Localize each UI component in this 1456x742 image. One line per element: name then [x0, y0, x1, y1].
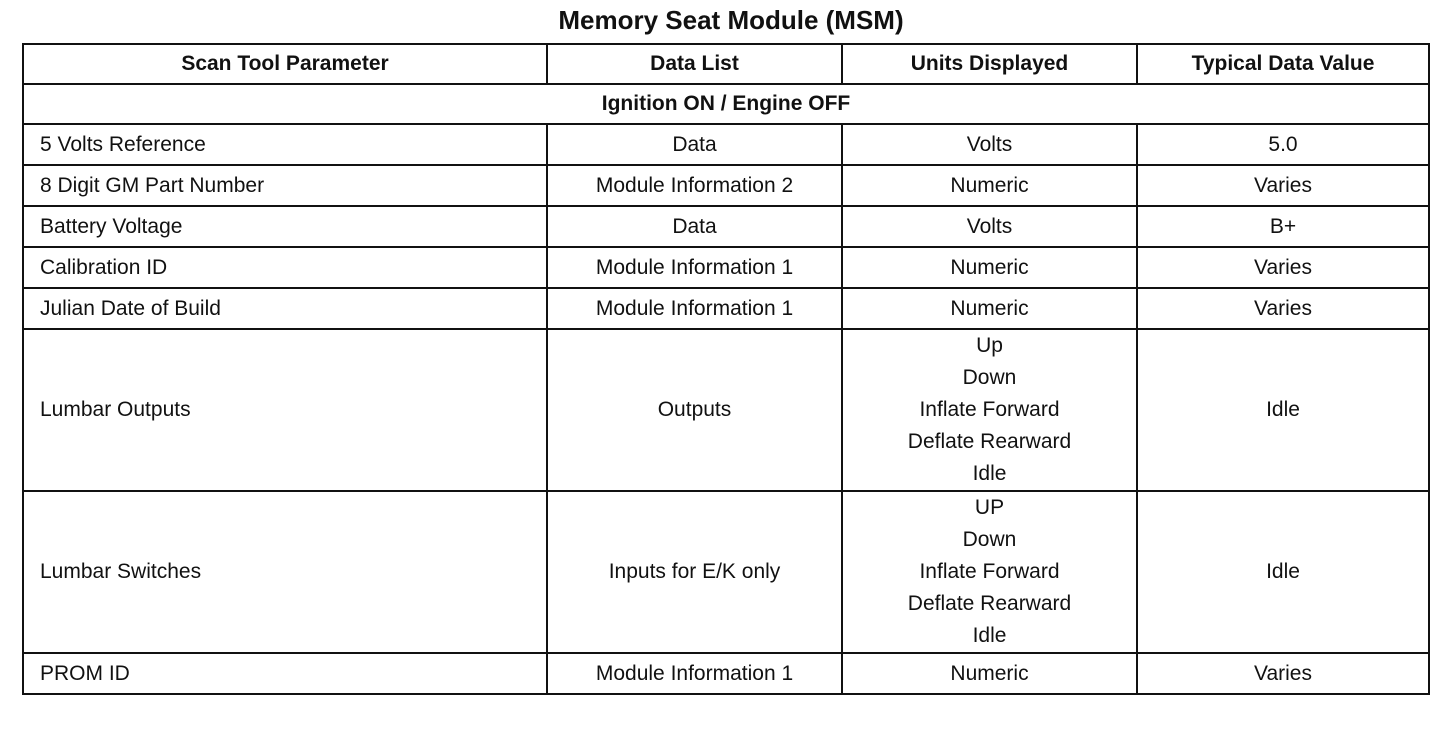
cell-units-displayed: [842, 288, 1137, 329]
cell-typical-data-value: Varies: [1137, 653, 1429, 694]
cell-data-list: Module Information 2: [547, 165, 842, 206]
cell-scan-tool-parameter: Calibration ID: [23, 247, 547, 288]
cell-scan-tool-parameter: Battery Voltage: [23, 206, 547, 247]
unit-value: Idle: [972, 462, 1007, 485]
cell-data-list: Data: [547, 124, 842, 165]
unit-value: Numeric: [950, 255, 1029, 279]
unit-value: Down: [962, 528, 1017, 551]
cell-scan-tool-parameter: 5 Volts Reference: [23, 124, 547, 165]
page-title: Memory Seat Module (MSM): [558, 5, 904, 35]
unit-value: Numeric: [950, 173, 1029, 197]
cell-units-displayed: [842, 653, 1137, 694]
unit-value: Deflate Rearward: [907, 430, 1072, 453]
unit-value: Volts: [966, 132, 1013, 156]
cell-typical-data-value: Varies: [1137, 165, 1429, 206]
section-row: [23, 84, 1429, 124]
table-row: [23, 653, 1429, 694]
cell-data-list: Outputs: [547, 329, 842, 491]
cell-typical-data-value: B+: [1137, 206, 1429, 247]
unit-value: Idle: [972, 624, 1007, 647]
unit-value: Down: [962, 366, 1017, 389]
header-data-list: Data List: [547, 44, 842, 84]
table-header: [23, 44, 1429, 84]
unit-value: Up: [976, 334, 1003, 357]
cell-data-list: Module Information 1: [547, 288, 842, 329]
cell-typical-data-value: Idle: [1137, 491, 1429, 653]
table-row: [23, 288, 1429, 329]
header-scan-tool-parameter: Scan Tool Parameter: [23, 44, 547, 84]
unit-value: Numeric: [950, 296, 1029, 320]
cell-units-displayed: [842, 329, 1137, 491]
cell-data-list: Inputs for E/K only: [547, 491, 842, 653]
cell-typical-data-value: Idle: [1137, 329, 1429, 491]
parameter-table: [22, 43, 1430, 695]
unit-value: Deflate Rearward: [907, 592, 1072, 615]
table-row: [23, 329, 1429, 491]
header-typical-data-value: Typical Data Value: [1137, 44, 1429, 84]
cell-scan-tool-parameter: Julian Date of Build: [23, 288, 547, 329]
cell-data-list: Module Information 1: [547, 247, 842, 288]
unit-value: UP: [974, 496, 1005, 519]
cell-typical-data-value: 5.0: [1137, 124, 1429, 165]
section-label: Ignition ON / Engine OFF: [23, 84, 1429, 124]
table-row: [23, 206, 1429, 247]
table-row: [23, 247, 1429, 288]
cell-units-displayed: [842, 491, 1137, 653]
unit-value: Inflate Forward: [919, 398, 1060, 421]
cell-scan-tool-parameter: Lumbar Switches: [23, 491, 547, 653]
unit-value: Volts: [966, 214, 1013, 238]
table-row: [23, 165, 1429, 206]
cell-units-displayed: [842, 247, 1137, 288]
cell-data-list: Data: [547, 206, 842, 247]
table-row: [23, 491, 1429, 653]
unit-value: Inflate Forward: [919, 560, 1060, 583]
cell-scan-tool-parameter: 8 Digit GM Part Number: [23, 165, 547, 206]
cell-typical-data-value: Varies: [1137, 288, 1429, 329]
cell-scan-tool-parameter: PROM ID: [23, 653, 547, 694]
table-row: [23, 124, 1429, 165]
header-units-displayed: Units Displayed: [842, 44, 1137, 84]
cell-data-list: Module Information 1: [547, 653, 842, 694]
unit-value: Numeric: [950, 661, 1029, 685]
cell-scan-tool-parameter: Lumbar Outputs: [23, 329, 547, 491]
table-body: [23, 84, 1429, 694]
cell-units-displayed: [842, 206, 1137, 247]
cell-units-displayed: [842, 165, 1137, 206]
cell-units-displayed: [842, 124, 1137, 165]
cell-typical-data-value: Varies: [1137, 247, 1429, 288]
header-row: [23, 44, 1429, 84]
